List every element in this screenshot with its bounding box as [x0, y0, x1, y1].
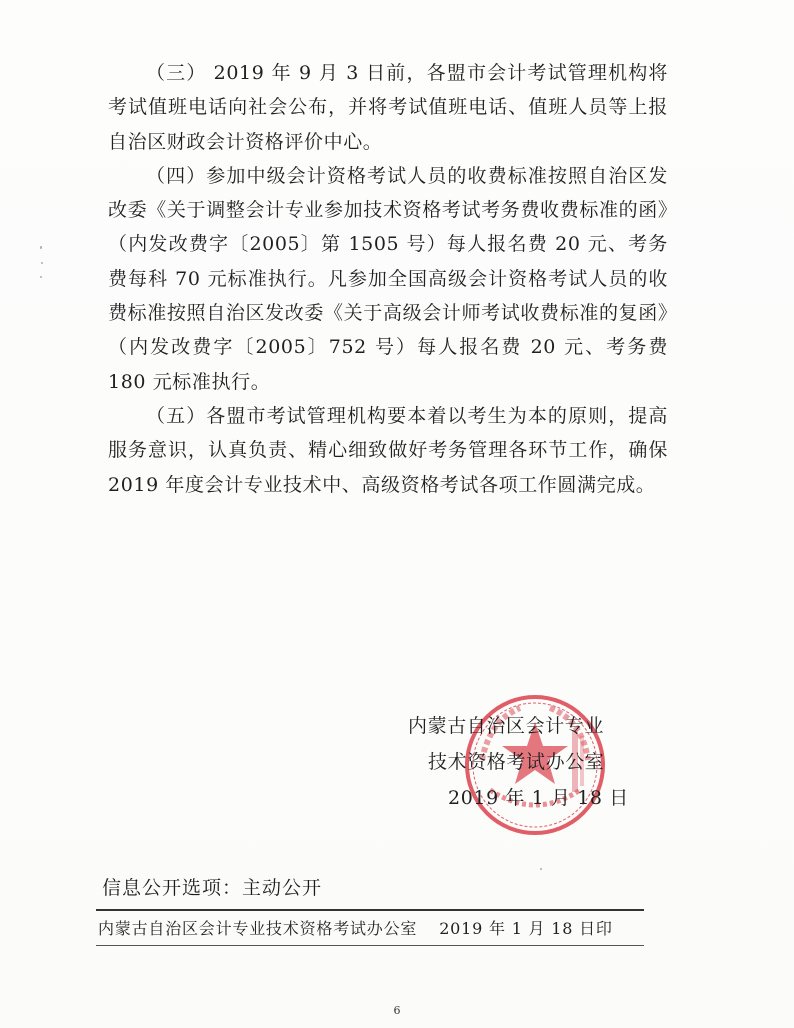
scan-speck	[40, 246, 42, 249]
print-info	[98, 916, 646, 939]
scan-speck	[540, 868, 542, 870]
paragraph-four: （四）参加中级会计资格考试人员的收费标准按照自治区发改委《关于调整会计专业参加技术资格考试考务费收费标准的函》（内发改费字〔2005〕第 1505 号）每人报名费 20 元、考务费每科 70 元标准执行。凡参加全国高级会计资格考试人员的收费标准按照自治区发改委《关于高级会计师考试收费标准的复函》（内发改费字〔2005〕752 号）每人报名费 20 元、考务费 180 元标准执行。	[108, 164, 668, 393]
disclosure-option: 信息公开选项：主动公开	[102, 877, 323, 899]
scan-speck	[40, 276, 42, 278]
print-date: 2019 年 1 月 18 日印	[439, 919, 613, 938]
print-org: 内蒙古自治区会计专业技术资格考试办公室	[98, 919, 418, 938]
document-body	[108, 56, 668, 502]
scan-speck	[41, 262, 43, 264]
footer-rule-bottom	[96, 945, 644, 946]
paragraph-five: （五）各盟市考试管理机构要本着以考生为本的原则，提高服务意识，认真负责、精心细致做好考务管理各环节工作，确保 2019 年度会计专业技术中、高级资格考试各项工作圆满完成。	[108, 404, 668, 496]
paragraph-three: （三） 2019 年 9 月 3 日前，各盟市会计考试管理机构将考试值班电话向社会公布，并将考试值班电话、值班人员等上报自治区财政会计资格评价中心。	[108, 62, 668, 153]
signature-block	[400, 708, 660, 816]
signature-org-line1: 内蒙古自治区会计专业	[408, 715, 605, 737]
signature-org-line2: 技术资格考试办公室	[428, 751, 605, 773]
page-number: 6	[393, 1004, 401, 1017]
footer-rule-top	[96, 909, 644, 911]
signature-date: 2019 年 1 月 18 日	[448, 787, 629, 809]
